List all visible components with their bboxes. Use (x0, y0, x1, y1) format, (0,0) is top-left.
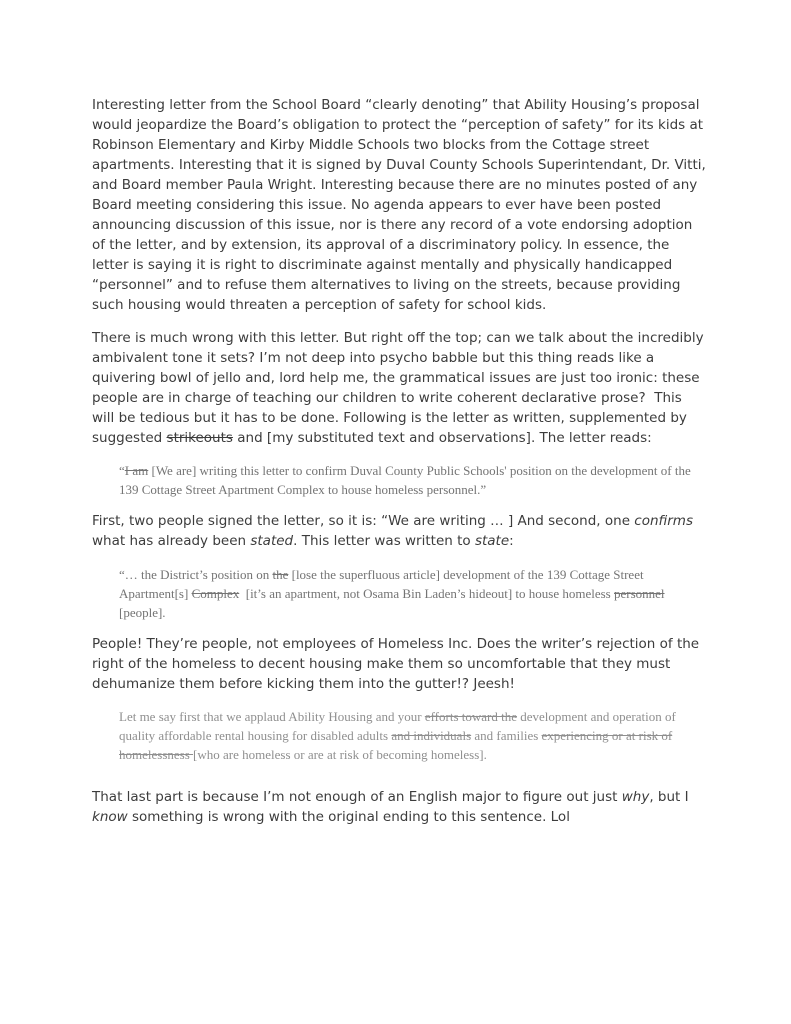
text-run: [who are homeless or are at risk of becoming homeless]. (193, 747, 487, 762)
strikeout-text: experiencing or at risk of homelessness (119, 728, 673, 762)
text-run: There is much wrong with this letter. But right off the top; can we talk about the incredibly ambivalent tone it sets? I’m not deep into psycho babble but this thing reads like a quivering bowl of jello and, lord help me, the grammatical issues are just too ironic: these people are in charge of teaching our children to write coherent declarative prose? This will be tedious but it has to be done. Following is the letter as written, supplemented by suggested (92, 330, 704, 446)
text-run: “ (119, 463, 125, 478)
strikeout-text: strikeouts (166, 430, 233, 446)
text-run: [We are] writing this letter to confirm Duval County Public Schools' position on the development of the 139 Cottage Street Apartment Complex to house homeless personnel.” (119, 463, 691, 497)
commentary-paragraph-2 (92, 634, 708, 694)
text-run: [lose the superfluous article] development of the 139 Cottage Street Apartment[s] (119, 567, 644, 601)
text-run: “… the District’s position on (119, 567, 273, 582)
text-run: what has already been (92, 533, 251, 549)
critique-paragraph (92, 328, 708, 448)
strikeout-text: efforts toward the (424, 709, 517, 724)
emphasis-text: confirms (634, 513, 693, 529)
text-run: People! They’re people, not employees of Homeless Inc. Does the writer’s rejection of the right of the homeless to decent housing make them so uncomfortable that they must dehumanize them before kicking them into the gutter!? Jeesh! (92, 636, 700, 692)
text-run: Interesting letter from the School Board “clearly denoting” that Ability Housing’s proposal would jeopardize the Board’s obligation to protect the “perception of safety” for its kids at Robinson Elementary and Kirby Middle Schools two blocks from the Cottage street apartments. Interesting that it is signed by Duval County Schools Superintendant, Dr. Vitti, and Board member Paula Wright. Interesting because there are no minutes posted of any Board meeting considering this issue. No agenda appears to ever have been posted announcing discussion of this issue, nor is there any record of a vote endorsing adoption of the letter, and by extension, its approval of a discriminatory policy. In essence, the letter is saying it is right to discriminate against mentally and physically handicapped “personnel” and to refuse them alternatives to living on the streets, because providing such housing would threaten a perception of safety for school kids. (92, 97, 706, 313)
text-run: [it’s an apartment, not Osama Bin Laden’s hideout] to house homeless (239, 586, 614, 601)
text-run: : (509, 533, 514, 549)
intro-paragraph (92, 95, 708, 315)
commentary-paragraph-1 (92, 511, 708, 551)
strikeout-text: the (272, 567, 289, 582)
text-run: , but I (649, 789, 689, 805)
text-run: Let me say first that we applaud Ability Housing and your (119, 709, 425, 724)
strikeout-text: I am (124, 463, 149, 478)
closing-paragraph (92, 787, 708, 827)
text-run: That last part is because I’m not enough of an English major to figure out just (92, 789, 622, 805)
strikeout-text: Complex (191, 586, 240, 601)
text-run: . This letter was written to (293, 533, 475, 549)
text-run: something is wrong with the original ending to this sentence. Lol (127, 809, 570, 825)
text-run: First, two people signed the letter, so it is: “We are writing … ] And second, one (92, 513, 635, 529)
document-content (92, 95, 708, 840)
emphasis-text: why (621, 789, 650, 805)
strikeout-text: and individuals (391, 728, 472, 743)
emphasis-text: know (92, 809, 128, 825)
emphasis-text: stated (250, 533, 294, 549)
strikeout-text: personnel (614, 586, 665, 601)
letter-quote-1 (119, 461, 708, 499)
letter-quote-2 (119, 565, 708, 622)
text-run: development and operation of quality affordable rental housing for disabled adults (119, 709, 676, 743)
text-run: [people]. (119, 605, 166, 620)
emphasis-text: state (474, 533, 510, 549)
text-run: and families (471, 728, 542, 743)
text-run: and [my substituted text and observations]. The letter reads: (232, 430, 652, 446)
letter-quote-3 (119, 707, 708, 764)
